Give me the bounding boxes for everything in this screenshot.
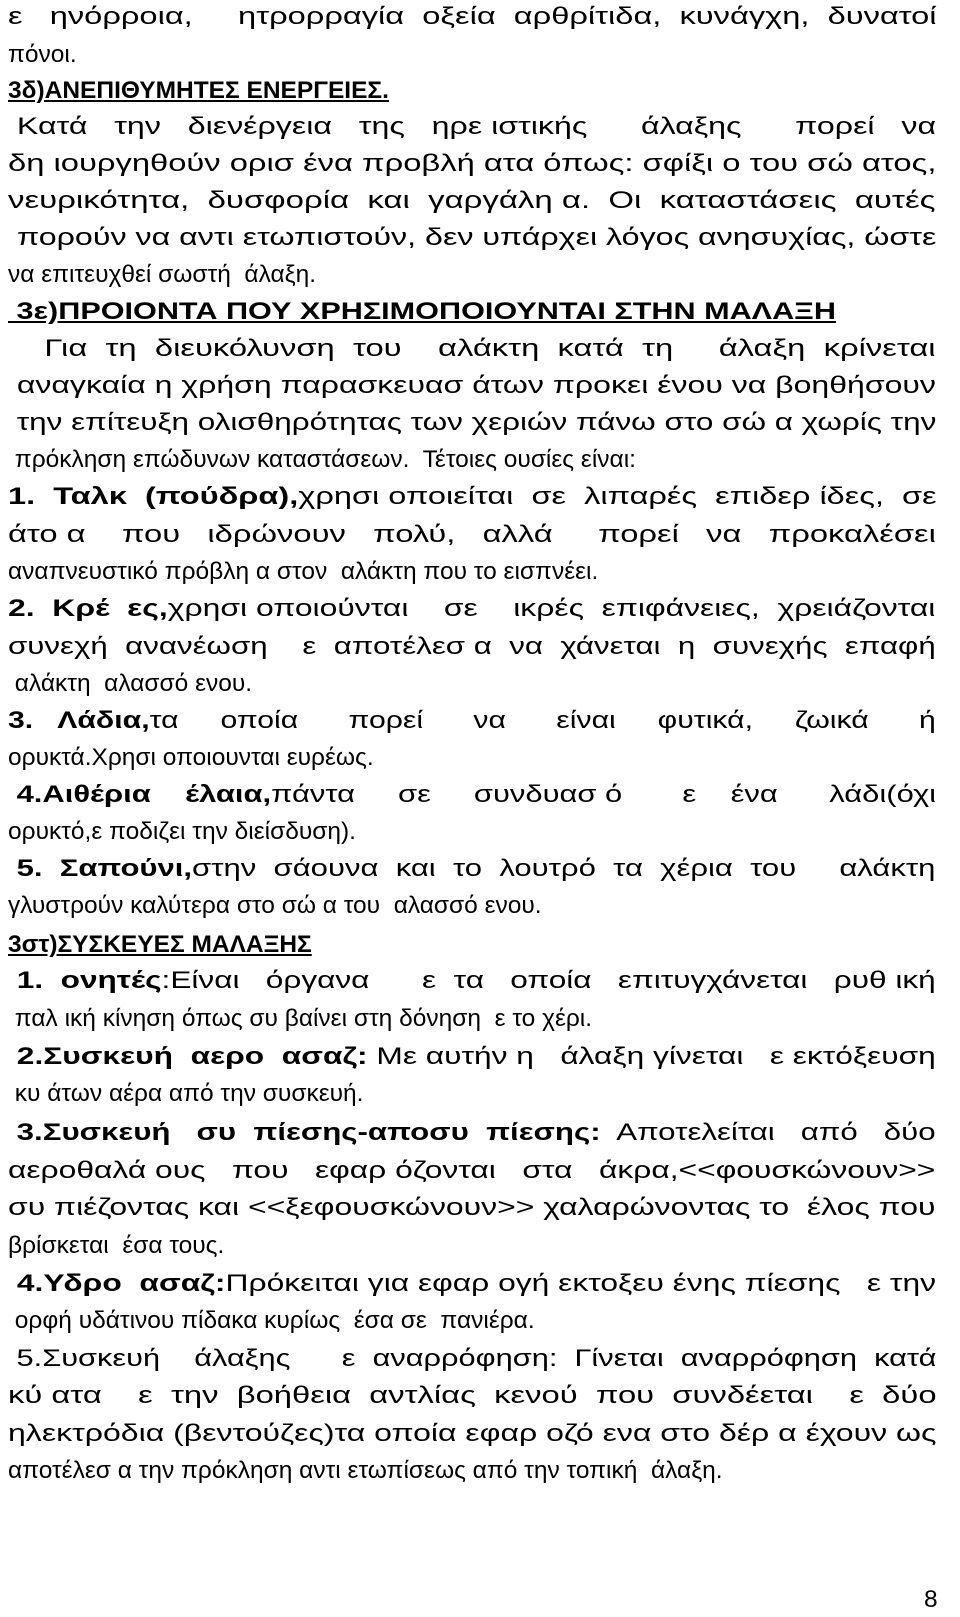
text-line (8, 891, 542, 921)
text-run: γλυστρούν καλύτερα στο σώ α του αλασσό ενου. (8, 892, 542, 919)
text-line (8, 1269, 936, 1299)
text-line (8, 1042, 936, 1072)
text-run: πορούν να αντι ετωπιστούν, δεν υπάρχει λόγος ανησυχίας, ώστε (8, 224, 937, 251)
section-heading: 3στ)ΣΥΣΚΕΥΕΣ ΜΑΛΑΞΗΣ (8, 931, 312, 958)
text-run: Πρόκειται για εφαρ ογή εκτοξευ ένης πίεσης ε την (225, 1270, 937, 1297)
text-run: βρίσκεται έσα τους. (8, 1232, 225, 1259)
text-line (8, 1156, 935, 1186)
section-heading: 3ε)ΠΡΟΙΟΝΤΑ ΠΟΥ ΧΡΗΣΙΜΟΠΟΙΟΥΝΤΑΙ ΣΤΗΝ ΜΑΛΑΞΗ (8, 298, 836, 325)
text-run: να επιτευχθεί σωστή άλαξη. (8, 261, 317, 288)
text-line (8, 445, 636, 475)
text-line (8, 966, 936, 996)
text-run: Κατά την διενέργεια της ηρε ιστικής άλαξης πορεί να (8, 113, 937, 140)
text-line (8, 557, 598, 587)
text-line (8, 149, 936, 179)
text-run: αναγκαία η χρήση παρασκευασ άτων προκει ένου να βοηθήσουν (8, 372, 936, 399)
text-run: πόνοι. (8, 41, 77, 68)
text-line (8, 780, 936, 810)
bold-term: 3. Λάδια, (8, 707, 150, 734)
text-run: χρησι οποιείται σε λιπαρές επιδερ ίδες, σε (298, 483, 937, 510)
text-line (8, 371, 936, 401)
bold-term: 2.Συσκευή αερο ασαζ: (8, 1043, 368, 1070)
text-line (8, 632, 936, 662)
text-line (8, 2, 937, 32)
text-run: αποτέλεσ α την πρόκληση αντι ετωπίσεως από την τοπική άλαξη. (8, 1457, 723, 1484)
text-run: τα οποία πορεί να είναι φυτικά, ζωικά ή (149, 707, 936, 734)
text-line (8, 669, 252, 699)
text-line (8, 930, 312, 960)
bold-term: 2. Κρέ ες, (8, 595, 168, 622)
text-line (8, 854, 935, 884)
text-run: συ πιέζοντας και <<ξεφουσκώνουν>> χαλαρώνοντας το έλος που (8, 1194, 936, 1221)
text-run: συνεχή ανανέωση ε αποτέλεσ α να χάνεται η συνεχής επαφή (8, 633, 936, 660)
bold-term: 4.Υδρο ασαζ: (8, 1270, 226, 1297)
text-run: αλάκτη αλασσό ενου. (8, 670, 253, 697)
bold-term: 3.Συσκευή συ πίεσης-αποσυ πίεσης: (8, 1119, 601, 1146)
text-line (8, 594, 935, 624)
text-run: κύ ατα ε την βοήθεια αντλίας κενού που συνδέεται ε δύο (8, 1382, 937, 1409)
bold-term: 1. ονητές (8, 967, 162, 994)
text-run: ορυκτά.Χρησι οποιουνται ευρέως. (8, 744, 374, 771)
text-run: ε ηνόρροια, ητρορραγία οξεία αρθρίτιδα, κυνάγχη, δυνατοί (8, 3, 937, 30)
text-run: αεροθαλά ους που εφαρ όζονται στα άκρα,<<φουσκώνουν>> (8, 1157, 936, 1184)
text-line (8, 1456, 723, 1486)
text-line (8, 1193, 935, 1223)
text-run: πρόκληση επώδυνων καταστάσεων. Τέτοιες ουσίες είναι: (8, 446, 636, 473)
text-run: στην σάουνα και το λουτρό τα χέρια του αλάκτη (192, 855, 936, 882)
text-line (8, 1344, 936, 1374)
text-run: ηλεκτρόδια (βεντούζες)τα οποία εφαρ οζό ενα στο δέρ α έχουν ως (8, 1420, 937, 1447)
text-line (8, 743, 374, 773)
text-line (8, 297, 836, 327)
text-line (8, 223, 936, 253)
text-line (8, 76, 389, 106)
text-line (8, 112, 936, 142)
text-run: δη ιουργηθούν ορισ ένα προβλή ατα όπως: σφίξι ο του σώ ατος, (8, 150, 937, 177)
text-line (8, 1306, 535, 1336)
text-line (8, 1079, 363, 1109)
text-line (8, 817, 356, 847)
text-line (8, 520, 936, 550)
text-line (8, 334, 936, 364)
text-run: αναπνευστικό πρόβλη α στον αλάκτη που το εισπνέει. (8, 558, 599, 585)
text-line (8, 1231, 224, 1261)
text-line (8, 706, 936, 736)
bold-term: 4.Αιθέρια έλαια, (8, 781, 272, 808)
bold-term: 1. Ταλκ (πούδρα), (8, 483, 299, 510)
text-line (8, 186, 936, 216)
text-line (8, 408, 936, 438)
text-run: παλ ική κίνηση όπως συ βαίνει στη δόνηση ε το χέρι. (8, 1005, 593, 1032)
text-line (8, 482, 937, 512)
section-heading: 3δ)ΑΝΕΠΙΘΥΜΗΤΕΣ ΕΝΕΡΓΕΙΕΣ. (8, 77, 389, 104)
text-run: Για τη διευκόλυνση του αλάκτη κατά τη άλαξη κρίνεται (8, 335, 936, 362)
text-run: πάντα σε συνδυασ ό ε ένα λάδι(όχι (271, 781, 937, 808)
text-run: κυ άτων αέρα από την συσκευή. (8, 1080, 364, 1107)
text-line (8, 1381, 937, 1411)
text-run: άτο α που ιδρώνουν πολύ, αλλά πορεί να προκαλέσει (8, 521, 936, 548)
text-run: την επίτευξη ολισθηρότητας των χεριών πάνω στο σώ α χωρίς την (8, 409, 937, 436)
text-run: ορφή υδάτινου πίδακα κυρίως έσα σε πανιέρα. (8, 1307, 535, 1334)
bold-term: 5. Σαπούνι, (8, 855, 193, 882)
text-line (8, 40, 77, 70)
text-run: νευρικότητα, δυσφορία και γαργάλη α. Οι καταστάσεις αυτές (8, 187, 936, 214)
text-line (8, 1004, 592, 1034)
text-run: ορυκτό,ε ποδιζει την διείσδυση). (8, 818, 356, 845)
text-line (8, 1118, 936, 1148)
text-line (8, 1419, 936, 1449)
text-run: Αποτελείται από δύο (600, 1119, 936, 1146)
text-run: 5.Συσκευή άλαξης ε αναρρόφηση: Γίνεται αναρρόφηση κατά (8, 1345, 937, 1372)
text-run: Με αυτήν η άλαξη γίνεται ε εκτόξευση (367, 1043, 936, 1070)
page-number: 8 (924, 1586, 938, 1613)
text-line (8, 260, 316, 290)
text-run: :Είναι όργανα ε τα οποία επιτυγχάνεται ρυθ ική (161, 967, 936, 994)
text-run: χρησι οποιούνται σε ικρές επιφάνειες, χρειάζονται (167, 595, 936, 622)
